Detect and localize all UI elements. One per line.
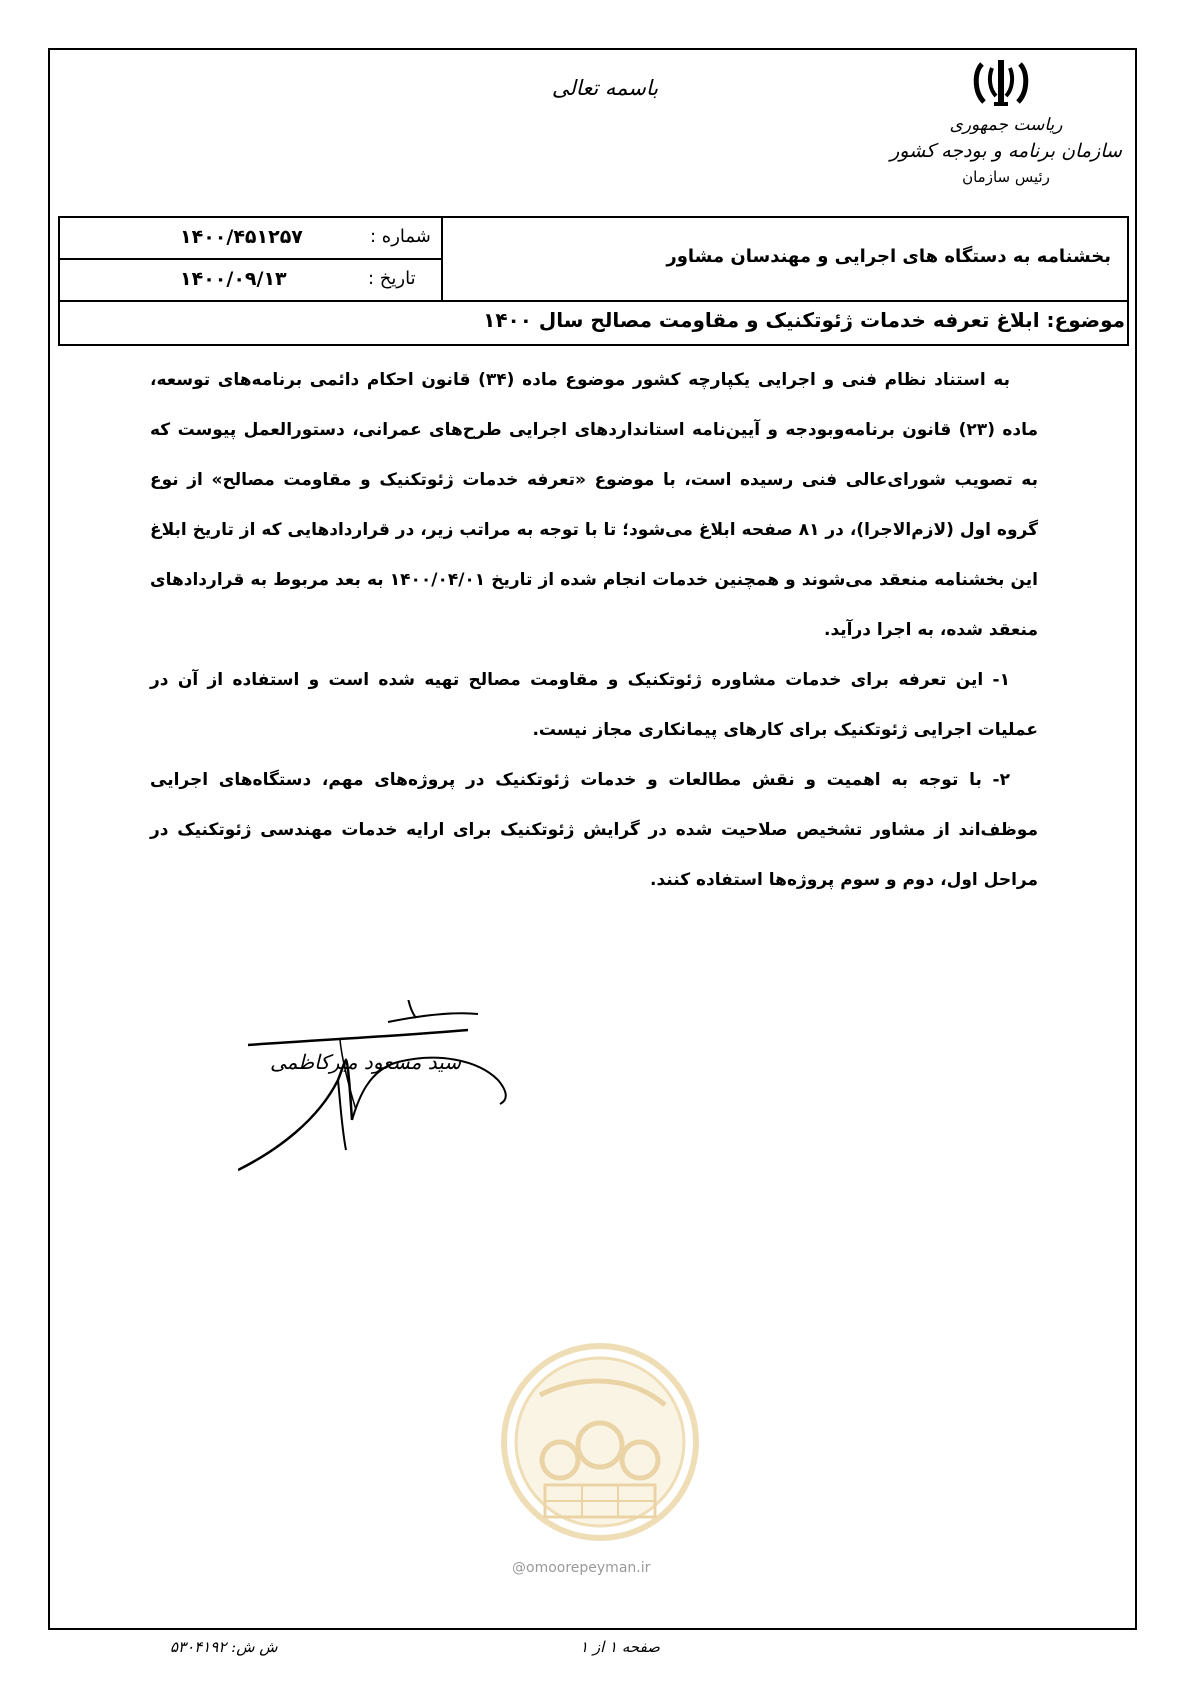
organization-header: [881, 112, 1131, 190]
recipient: بخشنامه به دستگاه های اجرایی و مهندسان مشاور: [666, 246, 1111, 267]
letter-date: ۱۴۰۰/۰۹/۱۳: [180, 268, 287, 290]
subject-row: [58, 302, 1129, 346]
org-name: سازمان برنامه و بودجه کشور: [890, 140, 1122, 162]
letter-meta-table: [58, 216, 1129, 302]
footer-page-number: صفحه ۱ از ۱: [580, 1638, 660, 1656]
meta-divider-vertical: [441, 218, 443, 300]
body-item-2: ۲- با توجه به اهمیت و نقش مطالعات و خدمات ژئوتکنیک در پروژه‌های مهم، دستگاه‌های اجرایی موظف‌اند از مشاور تشخیص صلاحیت شده در گرایش ژئوتکنیک برای ارایه خدمات مهندسی ژئوتکنیک در مراحل اول، دوم و سوم پروژه‌ها استفاده کنند.: [150, 770, 1038, 890]
org-head-title: رئیس سازمان: [962, 168, 1050, 186]
org-presidency: ریاست جمهوری: [949, 115, 1063, 135]
date-label: تاریخ :: [368, 268, 416, 289]
omoorepeyman-watermark-logo: [500, 1335, 700, 1550]
subject-line: موضوع: ابلاغ تعرفه خدمات ژئوتکنیک و مقاومت مصالح سال ۱۴۰۰: [483, 308, 1125, 332]
number-label: شماره :: [370, 226, 431, 247]
watermark-site: @omoorepeyman.ir: [512, 1560, 651, 1576]
body-item-1: ۱- این تعرفه برای خدمات مشاوره ژئوتکنیک و مقاومت مصالح تهیه شده است و استفاده از آن در عملیات اجرایی ژئوتکنیک برای کارهای پیمانکاری مجاز نیست.: [150, 670, 1038, 740]
iran-emblem-icon: [972, 58, 1030, 110]
meta-divider-horizontal: [60, 258, 441, 260]
letter-number: ۱۴۰۰/۴۵۱۲۵۷: [180, 226, 303, 248]
signatory-name: سید مسعود میرکاظمی: [270, 1050, 461, 1074]
body-paragraph-intro: به استناد نظام فنی و اجرایی یکپارچه کشور موضوع ماده (۳۴) قانون احکام دائمی برنامه‌های توسعه، ماده (۲۳) قانون برنامه‌وبودجه و آیین‌نامه استانداردهای اجرایی طرح‌های عمرانی، دستورالعمل پیوست که به تصویب شورای‌عالی فنی رسیده است، با موضوع «تعرفه خدمات ژئوتکنیک و مقاومت مصالح» از نوع گروه اول (لازم‌الاجرا)، در ۸۱ صفحه ابلاغ می‌شود؛ تا با توجه به مراتب زیر، در قراردادهایی که از تاریخ ابلاغ این بخشنامه منعقد می‌شوند و همچنین خدمات انجام شده از تاریخ ۱۴۰۰/۰۴/۰۱ به بعد مربوط به قراردادهای منعقد شده، به اجرا درآید.: [150, 370, 1039, 640]
handwritten-signature: [238, 1000, 528, 1190]
letter-body: [150, 355, 1038, 905]
footer-serial: ش ش: ۵۳۰۴۱۹۲: [170, 1638, 278, 1656]
bismillah-heading: باسمه تعالی: [551, 76, 659, 100]
